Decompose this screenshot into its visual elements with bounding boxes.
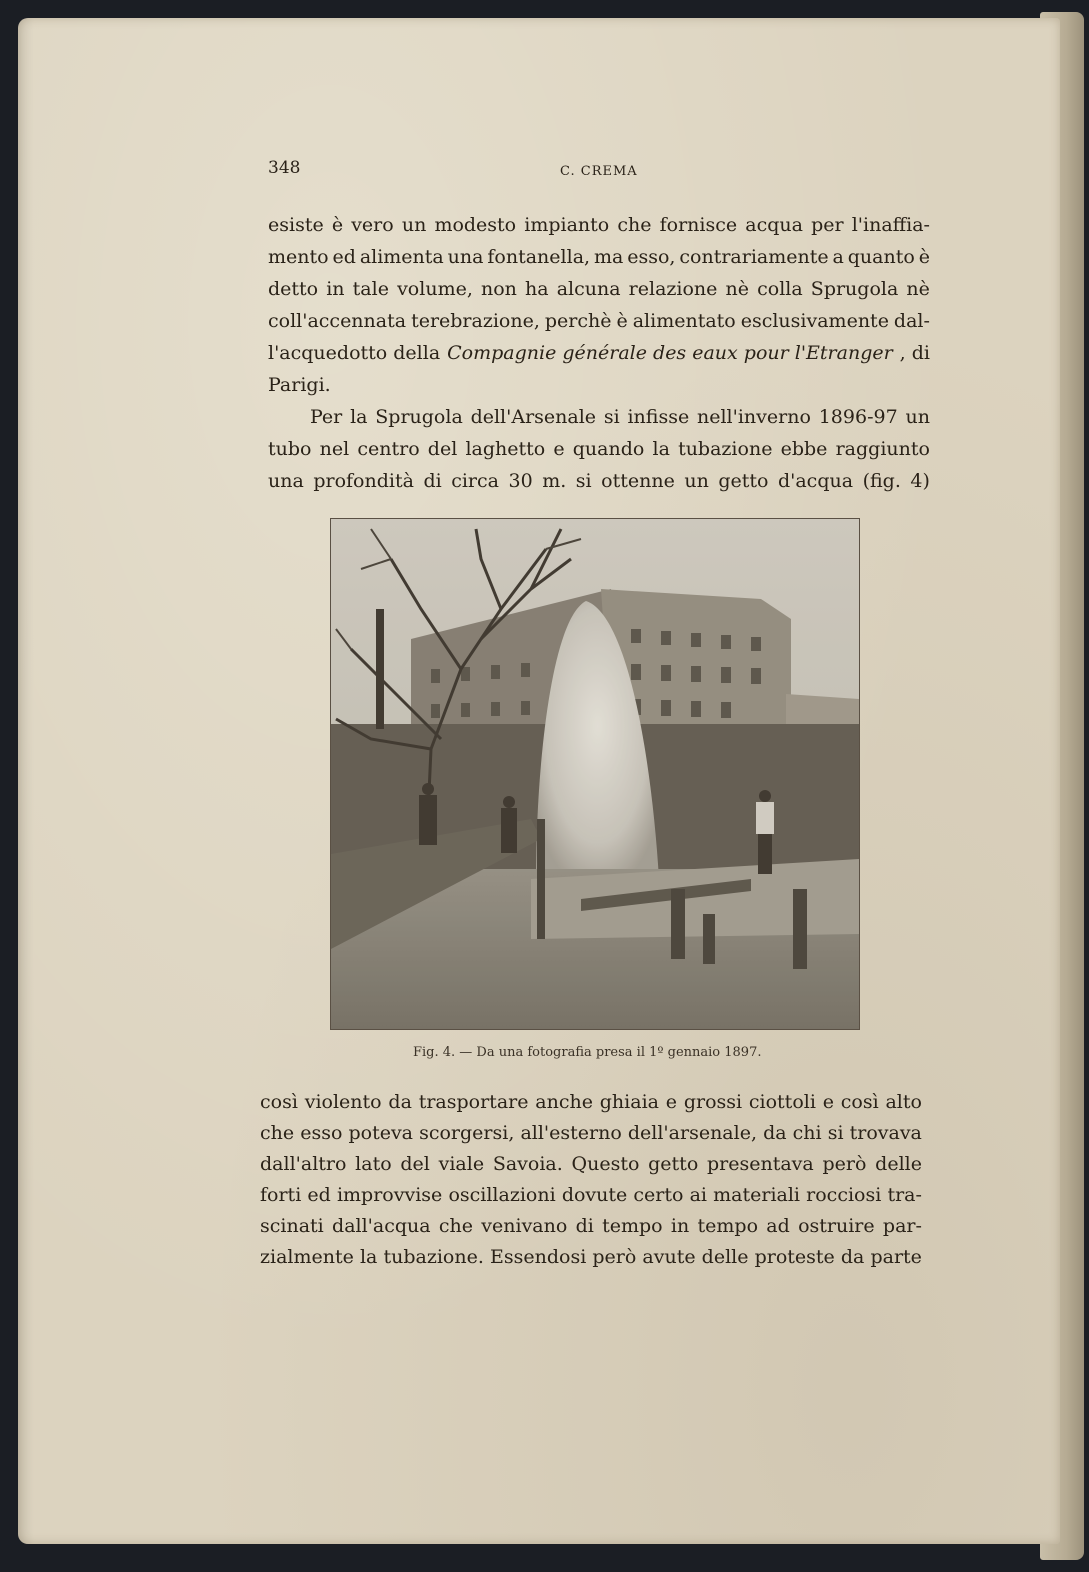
word: ottenne bbox=[601, 470, 675, 492]
word: ed bbox=[307, 1184, 331, 1206]
word: venivano bbox=[481, 1215, 568, 1237]
text-line bbox=[268, 242, 930, 272]
word: esso, bbox=[627, 246, 676, 268]
italic-company-name: Compagnie générale des eaux pour l'Etranger bbox=[447, 342, 893, 364]
word: esclusivamente bbox=[740, 310, 889, 332]
word: che bbox=[438, 1215, 473, 1237]
word: nè bbox=[725, 278, 750, 300]
word: a bbox=[832, 246, 844, 268]
text-line bbox=[268, 210, 930, 240]
word: all'esterno bbox=[520, 1122, 622, 1144]
word: d'acqua bbox=[777, 470, 854, 492]
word: avute bbox=[642, 1246, 696, 1268]
word: lato bbox=[355, 1153, 392, 1175]
word: ha bbox=[525, 278, 549, 300]
word: delle bbox=[875, 1153, 922, 1175]
word: grossi bbox=[683, 1091, 743, 1113]
word: da bbox=[840, 1246, 865, 1268]
word: dall'altro bbox=[260, 1153, 347, 1175]
word: è bbox=[616, 310, 628, 332]
text-line bbox=[268, 306, 930, 336]
word: però bbox=[822, 1153, 867, 1175]
word: violento bbox=[304, 1091, 382, 1113]
word: la bbox=[359, 1246, 378, 1268]
word: anche bbox=[535, 1091, 593, 1113]
word: quando bbox=[572, 438, 645, 460]
word: relazione bbox=[628, 278, 718, 300]
word: (fig. bbox=[862, 470, 901, 492]
word: volume, bbox=[397, 278, 473, 300]
text-line bbox=[260, 1087, 922, 1117]
text-line-indented bbox=[310, 402, 930, 432]
word: Sprugola bbox=[810, 278, 899, 300]
word: alimenta bbox=[359, 246, 444, 268]
word: coll'accennata bbox=[268, 310, 407, 332]
word: del bbox=[427, 438, 458, 460]
word: tempo bbox=[697, 1215, 759, 1237]
word: ad bbox=[766, 1215, 790, 1237]
word: da bbox=[763, 1122, 787, 1144]
word: alcuna bbox=[556, 278, 621, 300]
text-line bbox=[268, 434, 930, 464]
word: Questo bbox=[571, 1153, 640, 1175]
word: da bbox=[388, 1091, 412, 1113]
word: in bbox=[670, 1215, 690, 1237]
word: perchè bbox=[544, 310, 612, 332]
word: par- bbox=[882, 1215, 922, 1237]
word: dell'arsenale, bbox=[627, 1122, 757, 1144]
word: e bbox=[822, 1091, 834, 1113]
word: in bbox=[326, 278, 345, 300]
word: contrariamente bbox=[679, 246, 829, 268]
word: però bbox=[592, 1246, 637, 1268]
word: ostruire bbox=[798, 1215, 875, 1237]
word: così bbox=[840, 1091, 879, 1113]
word: raggiunto bbox=[835, 438, 930, 460]
running-head: C. CREMA bbox=[560, 164, 638, 179]
word: forti bbox=[260, 1184, 302, 1206]
word: la bbox=[350, 406, 368, 428]
word: scinati bbox=[260, 1215, 324, 1237]
word: tale bbox=[352, 278, 389, 300]
word: alto bbox=[885, 1091, 922, 1113]
word: Savoia. bbox=[492, 1153, 563, 1175]
word: si bbox=[575, 470, 592, 492]
word: e bbox=[553, 438, 565, 460]
text-line bbox=[260, 1211, 922, 1241]
word: infisse bbox=[627, 406, 690, 428]
word: così bbox=[260, 1091, 298, 1113]
word: presentava bbox=[707, 1153, 814, 1175]
word: centro bbox=[357, 438, 420, 460]
word: parte bbox=[870, 1246, 922, 1268]
text-line bbox=[268, 274, 930, 304]
text-line-with-italic bbox=[268, 338, 930, 368]
word: materiali bbox=[713, 1184, 801, 1206]
word: nell'inverno bbox=[697, 406, 811, 428]
word: di bbox=[423, 470, 442, 492]
word: dal- bbox=[893, 310, 930, 332]
word: ai bbox=[689, 1184, 707, 1206]
word: ciottoli bbox=[748, 1091, 816, 1113]
word: l'inaffia- bbox=[851, 214, 930, 236]
word: un bbox=[401, 214, 427, 236]
word: tubo bbox=[268, 438, 312, 460]
word: fontanella, bbox=[487, 246, 591, 268]
word: dall'acqua bbox=[332, 1215, 431, 1237]
word: Per bbox=[310, 406, 343, 428]
word: getto bbox=[648, 1153, 699, 1175]
word: si bbox=[603, 406, 620, 428]
word: ghiaia bbox=[599, 1091, 659, 1113]
text-line bbox=[268, 466, 930, 496]
word: un bbox=[684, 470, 709, 492]
word: circa bbox=[451, 470, 499, 492]
word: zialmente bbox=[260, 1246, 354, 1268]
word: quanto bbox=[847, 246, 915, 268]
word: oscillazioni bbox=[448, 1184, 556, 1206]
word: dell'Arsenale bbox=[470, 406, 597, 428]
word: del bbox=[400, 1153, 430, 1175]
word: 1896-97 bbox=[818, 406, 898, 428]
word: si bbox=[827, 1122, 844, 1144]
word: una bbox=[447, 246, 484, 268]
word: per bbox=[811, 214, 844, 236]
word: vero bbox=[351, 214, 394, 236]
word: ed bbox=[332, 246, 356, 268]
word: Sprugola bbox=[375, 406, 463, 428]
word: tra- bbox=[887, 1184, 922, 1206]
word: proteste bbox=[754, 1246, 835, 1268]
word: modesto bbox=[434, 214, 517, 236]
word: nè bbox=[906, 278, 930, 300]
word: delle bbox=[701, 1246, 749, 1268]
word: non bbox=[480, 278, 517, 300]
word: tubazione bbox=[678, 438, 773, 460]
word: esso bbox=[300, 1122, 343, 1144]
word: profondità bbox=[313, 470, 414, 492]
text-line bbox=[260, 1180, 922, 1210]
word: 4) bbox=[910, 470, 930, 492]
word: 30 bbox=[508, 470, 533, 492]
word: Essendosi bbox=[489, 1246, 587, 1268]
word: è bbox=[331, 214, 344, 236]
text-segment: , di bbox=[899, 342, 930, 364]
word: dovute bbox=[561, 1184, 628, 1206]
word: un bbox=[905, 406, 930, 428]
word: ma bbox=[593, 246, 624, 268]
figure-4-photograph bbox=[330, 518, 860, 1030]
word: fornisce bbox=[659, 214, 738, 236]
word: chi bbox=[792, 1122, 822, 1144]
text-line bbox=[260, 1242, 922, 1272]
word: certo bbox=[633, 1184, 684, 1206]
word: esiste bbox=[268, 214, 324, 236]
word: di bbox=[575, 1215, 594, 1237]
word: trasportare bbox=[418, 1091, 529, 1113]
word: che bbox=[617, 214, 652, 236]
word: viale bbox=[438, 1153, 485, 1175]
word: che bbox=[260, 1122, 295, 1144]
word: terebrazione, bbox=[411, 310, 540, 332]
word: una bbox=[268, 470, 304, 492]
word: scorgersi, bbox=[419, 1122, 515, 1144]
word: getto bbox=[718, 470, 769, 492]
text-line bbox=[268, 370, 930, 400]
word: la bbox=[652, 438, 670, 460]
word: rocciosi bbox=[806, 1184, 882, 1206]
word: acqua bbox=[745, 214, 803, 236]
figure-caption: Fig. 4. — Da una fotografia presa il 1º gennaio 1897. bbox=[413, 1045, 762, 1060]
word: colla bbox=[757, 278, 803, 300]
word: ebbe bbox=[780, 438, 828, 460]
word: e bbox=[665, 1091, 678, 1113]
text-block-bottom bbox=[260, 1087, 922, 1277]
page-number: 348 bbox=[268, 158, 301, 178]
word: nel bbox=[319, 438, 350, 460]
word: tubazione. bbox=[383, 1246, 484, 1268]
text-line bbox=[260, 1118, 922, 1148]
text-segment: Parigi. bbox=[268, 374, 331, 396]
word: poteva bbox=[348, 1122, 414, 1144]
text-line bbox=[260, 1149, 922, 1179]
word: detto bbox=[268, 278, 319, 300]
word: improvvise bbox=[336, 1184, 443, 1206]
text-block-top bbox=[268, 210, 930, 500]
text-segment: l'acquedotto della bbox=[268, 342, 441, 364]
word: laghetto bbox=[465, 438, 546, 460]
word: tempo bbox=[602, 1215, 663, 1237]
word: m. bbox=[542, 470, 567, 492]
word: alimentato bbox=[632, 310, 736, 332]
word: è bbox=[918, 246, 930, 268]
word: impianto bbox=[524, 214, 610, 236]
word: mento bbox=[268, 246, 329, 268]
word: trovava bbox=[849, 1122, 922, 1144]
